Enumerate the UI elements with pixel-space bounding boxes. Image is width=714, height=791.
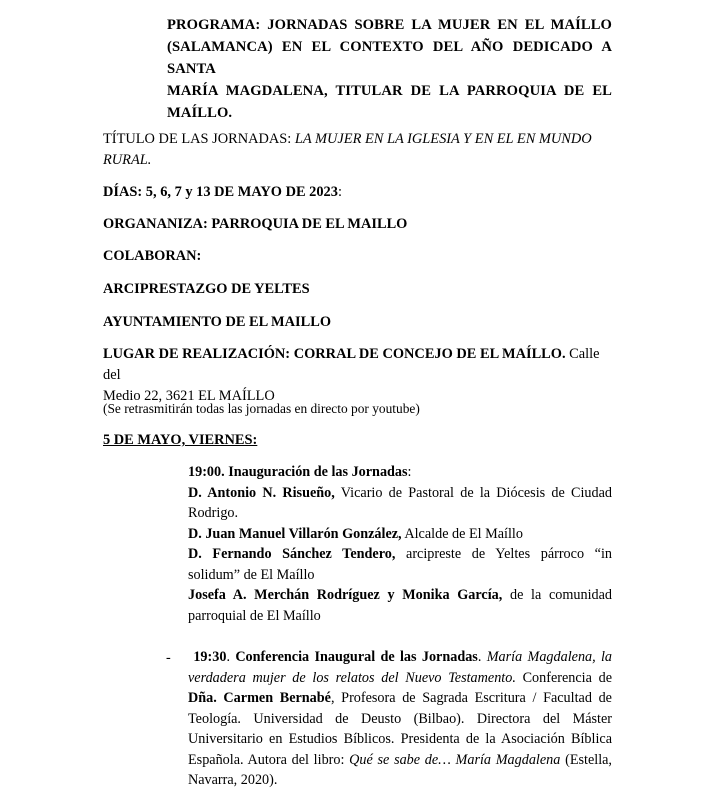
conferencia-by-prefix: Conferencia de	[515, 669, 612, 686]
jornadas-title-value-1: LA MUJER EN LA IGLESIA Y EN EL EN MUNDO	[294, 131, 592, 147]
dias-paragraph	[103, 182, 608, 203]
speaker-4-role: de la comunidad	[502, 587, 612, 603]
dias-label: DÍAS:	[103, 184, 143, 200]
speaker-1-role: Vicario de Pastoral de la Diócesis de Ciudad	[334, 484, 612, 501]
speaker-2-role: Alcalde de El Maíllo	[401, 525, 523, 542]
jornadas-title-value-2: RURAL.	[103, 152, 152, 168]
speaker-1-role-cont: Rodrigo.	[188, 505, 239, 521]
jornadas-title-paragraph	[103, 129, 608, 171]
speaker-1-name: D. Antonio N. Risueño,	[188, 484, 335, 501]
dias-value: 5, 6, 7 y 13 DE MAYO DE 2023	[145, 184, 338, 200]
conferencia-book: Qué se sabe de… María Magdalena	[349, 751, 561, 768]
speaker-4-role-cont: parroquial de El Maíllo	[188, 607, 321, 624]
colaborador-2: AYUNTAMIENTO DE EL MAILLO	[103, 314, 332, 330]
conferencia-speaker: Dña. Carmen Bernabé	[188, 690, 331, 706]
conferencia-time: 19:30	[193, 649, 227, 665]
speaker-3-role-cont: solidum” de El Maíllo	[188, 566, 315, 583]
conferencia-block	[188, 647, 612, 791]
speaker-4	[188, 585, 612, 606]
inauguracion-block	[188, 462, 612, 626]
speaker-3	[188, 544, 612, 565]
speaker-2-name: D. Juan Manuel Villarón González,	[188, 525, 402, 542]
program-title-line-1: PROGRAMA: JORNADAS SOBRE LA MUJER EN EL MAÍLLO	[167, 17, 612, 33]
lugar-label: LUGAR DE REALIZACIÓN: CORRAL DE CONCEJO DE EL MAÍLLO.	[103, 346, 566, 362]
speaker-3-role: arcipreste de Yeltes párroco “in	[395, 546, 613, 562]
dias-suffix: :	[337, 184, 342, 200]
day-heading: 5 DE MAYO, VIERNES:	[103, 432, 258, 448]
conferencia-title: Conferencia Inaugural de las Jornadas	[235, 649, 478, 665]
conferencia-description: , Profesora de Sagrada Escritura / Facultad de Teología. Universidad de Deusto (Bilbao). Directora del Máster Universitario en Estudios Bíblicos. Presidenta de la Asociación Bíblica Española. Autora del libro:	[188, 690, 612, 768]
conferencia-paragraph	[188, 647, 612, 791]
inauguracion-heading-suffix: :	[407, 464, 412, 480]
broadcast-note: (Se retrasmitirán todas las jornadas en directo por youtube)	[103, 401, 420, 416]
lugar-address-2: Medio 22, 3621 EL MAÍLLO	[103, 388, 275, 404]
conferencia-dot: .	[226, 649, 236, 665]
program-title-line-4: MAÍLLO.	[167, 105, 233, 121]
lugar-address-1: Calle del	[103, 346, 600, 383]
conferencia-book-suffix: (Estella, Navarra, 2020).	[188, 751, 612, 788]
conferencia-title-dot: .	[477, 649, 487, 665]
program-title-line-2: (SALAMANCA) EN EL CONTEXTO DEL AÑO DEDICADO A SANTA	[167, 39, 612, 77]
program-title	[167, 14, 612, 124]
speaker-1	[188, 483, 612, 504]
conferencia-bullet: -	[166, 650, 171, 666]
inauguracion-heading	[188, 462, 612, 483]
inauguracion-heading-bold: 19:00. Inauguración de las Jornadas	[188, 464, 408, 480]
colaborador-1: ARCIPRESTAZGO DE YELTES	[103, 281, 310, 297]
jornadas-title-label: TÍTULO DE LAS JORNADAS:	[103, 131, 292, 147]
speaker-3-name: D. Fernando Sánchez Tendero,	[188, 546, 396, 562]
speaker-4-name: Josefa A. Merchán Rodríguez y Monika García,	[188, 587, 503, 603]
speaker-2	[188, 524, 612, 545]
program-title-line-3: MARÍA MAGDALENA, TITULAR DE LA PARROQUIA DE EL	[167, 83, 612, 99]
colaboran-paragraph: COLABORAN:	[103, 248, 202, 264]
organiza-paragraph: ORGANANIZA: PARROQUIA DE EL MAILLO	[103, 216, 408, 232]
conferencia-subtitle: María Magdalena, la verdadera mujer de los relatos del Nuevo Testamento.	[188, 649, 613, 686]
